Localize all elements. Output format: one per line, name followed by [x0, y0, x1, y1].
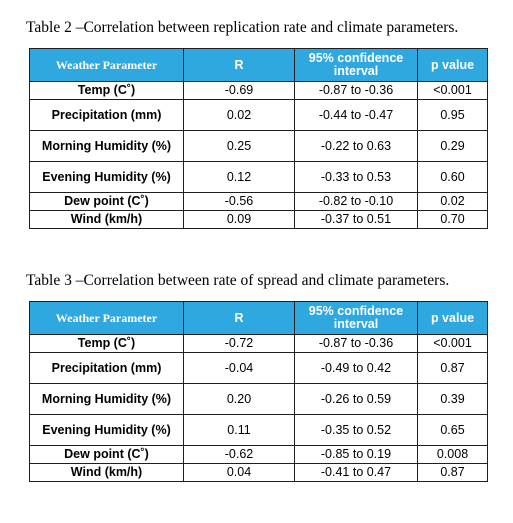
- cell-r: 0.04: [184, 464, 295, 482]
- cell-p: <0.001: [418, 82, 488, 100]
- table-header-row: [30, 49, 488, 82]
- cell-ci: -0.35 to 0.52: [295, 415, 418, 446]
- cell-r: 0.11: [184, 415, 295, 446]
- cell-ci: -0.82 to -0.10: [295, 193, 418, 211]
- table-row: [30, 353, 488, 384]
- cell-p: 0.39: [418, 384, 488, 415]
- table-row: [30, 131, 488, 162]
- cell-parameter: Dew point (C˚): [30, 446, 184, 464]
- cell-r: 0.02: [184, 100, 295, 131]
- cell-p: 0.87: [418, 353, 488, 384]
- table-3-caption: Table 3 –Correlation between rate of spread and climate parameters.: [26, 272, 450, 289]
- cell-ci: -0.33 to 0.53: [295, 162, 418, 193]
- header-r: R: [184, 49, 295, 82]
- cell-r: 0.20: [184, 384, 295, 415]
- table-row: [30, 193, 488, 211]
- cell-ci: -0.44 to -0.47: [295, 100, 418, 131]
- table-row: [30, 384, 488, 415]
- cell-ci: -0.41 to 0.47: [295, 464, 418, 482]
- header-confidence-interval: 95% confidence interval: [295, 302, 418, 335]
- cell-r: -0.72: [184, 335, 295, 353]
- cell-parameter: Temp (C˚): [30, 335, 184, 353]
- table-row: [30, 335, 488, 353]
- cell-parameter: Precipitation (mm): [30, 100, 184, 131]
- table-header-row: [30, 302, 488, 335]
- table-row: [30, 162, 488, 193]
- table-row: [30, 211, 488, 229]
- cell-parameter: Morning Humidity (%): [30, 131, 184, 162]
- table-row: [30, 464, 488, 482]
- header-weather-parameter: Weather Parameter: [30, 49, 184, 82]
- cell-r: 0.25: [184, 131, 295, 162]
- cell-p: 0.60: [418, 162, 488, 193]
- cell-p: 0.29: [418, 131, 488, 162]
- cell-r: 0.09: [184, 211, 295, 229]
- table-3: [29, 301, 488, 482]
- table-row: [30, 415, 488, 446]
- cell-ci: -0.49 to 0.42: [295, 353, 418, 384]
- cell-p: 0.65: [418, 415, 488, 446]
- cell-r: -0.62: [184, 446, 295, 464]
- header-p-value: p value: [418, 302, 488, 335]
- cell-parameter: Evening Humidity (%): [30, 415, 184, 446]
- table-2-caption: Table 2 –Correlation between replication rate and climate parameters.: [26, 19, 459, 36]
- header-confidence-interval: 95% confidence interval: [295, 49, 418, 82]
- table-row: [30, 446, 488, 464]
- cell-parameter: Wind (km/h): [30, 211, 184, 229]
- cell-parameter: Evening Humidity (%): [30, 162, 184, 193]
- cell-ci: -0.87 to -0.36: [295, 335, 418, 353]
- table-row: [30, 100, 488, 131]
- cell-parameter: Precipitation (mm): [30, 353, 184, 384]
- cell-p: <0.001: [418, 335, 488, 353]
- cell-p: 0.02: [418, 193, 488, 211]
- cell-parameter: Wind (km/h): [30, 464, 184, 482]
- table-row: [30, 82, 488, 100]
- cell-parameter: Morning Humidity (%): [30, 384, 184, 415]
- cell-r: -0.04: [184, 353, 295, 384]
- header-p-value: p value: [418, 49, 488, 82]
- cell-ci: -0.26 to 0.59: [295, 384, 418, 415]
- cell-r: -0.69: [184, 82, 295, 100]
- cell-ci: -0.87 to -0.36: [295, 82, 418, 100]
- cell-parameter: Dew point (C˚): [30, 193, 184, 211]
- cell-r: 0.12: [184, 162, 295, 193]
- cell-p: 0.70: [418, 211, 488, 229]
- header-weather-parameter: Weather Parameter: [30, 302, 184, 335]
- cell-p: 0.008: [418, 446, 488, 464]
- cell-ci: -0.85 to 0.19: [295, 446, 418, 464]
- cell-parameter: Temp (C˚): [30, 82, 184, 100]
- cell-ci: -0.22 to 0.63: [295, 131, 418, 162]
- header-r: R: [184, 302, 295, 335]
- cell-ci: -0.37 to 0.51: [295, 211, 418, 229]
- table-2: [29, 48, 488, 229]
- cell-r: -0.56: [184, 193, 295, 211]
- cell-p: 0.95: [418, 100, 488, 131]
- cell-p: 0.87: [418, 464, 488, 482]
